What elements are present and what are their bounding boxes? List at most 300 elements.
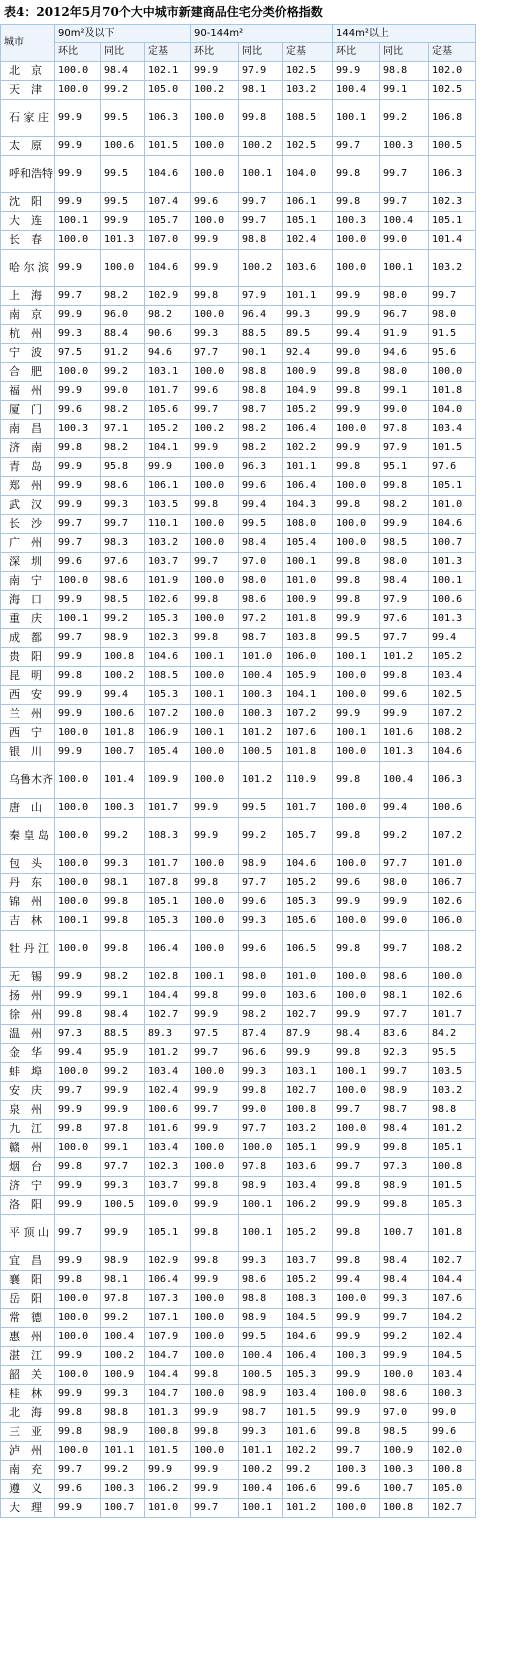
index-value-cell: 105.2 xyxy=(283,874,333,893)
index-value-cell: 106.2 xyxy=(283,1196,333,1215)
index-value-cell: 99.9 xyxy=(380,515,429,534)
index-value-cell: 104.0 xyxy=(429,401,476,420)
index-value-cell: 92.3 xyxy=(380,1044,429,1063)
index-value-cell: 100.6 xyxy=(101,137,145,156)
index-value-cell: 99.8 xyxy=(333,572,380,591)
index-value-cell: 101.3 xyxy=(429,553,476,572)
index-value-cell: 100.0 xyxy=(191,1063,239,1082)
index-value-cell: 98.6 xyxy=(239,1271,283,1290)
index-value-cell: 100.2 xyxy=(191,81,239,100)
index-value-cell: 99.8 xyxy=(55,1404,101,1423)
index-value-cell: 99.6 xyxy=(380,686,429,705)
city-cell: 唐 山 xyxy=(1,799,55,818)
index-value-cell: 99.9 xyxy=(101,1082,145,1101)
index-value-cell: 100.0 xyxy=(333,1385,380,1404)
index-value-cell: 99.6 xyxy=(191,382,239,401)
city-cell: 扬 州 xyxy=(1,987,55,1006)
city-cell: 岳 阳 xyxy=(1,1290,55,1309)
index-value-cell: 98.2 xyxy=(101,439,145,458)
index-value-cell: 99.2 xyxy=(101,818,145,855)
index-value-cell: 102.9 xyxy=(145,287,191,306)
city-cell: 武 汉 xyxy=(1,496,55,515)
index-value-cell: 100.9 xyxy=(283,591,333,610)
index-value-cell: 104.5 xyxy=(429,1347,476,1366)
index-value-cell: 99.9 xyxy=(333,893,380,912)
index-value-cell: 98.8 xyxy=(239,363,283,382)
index-value-cell: 99.8 xyxy=(191,287,239,306)
index-value-cell: 100.2 xyxy=(239,137,283,156)
city-cell: 遵 义 xyxy=(1,1480,55,1499)
index-value-cell: 99.9 xyxy=(55,1385,101,1404)
index-value-cell: 100.0 xyxy=(191,1309,239,1328)
index-value-cell: 97.5 xyxy=(55,344,101,363)
index-value-cell: 99.9 xyxy=(55,591,101,610)
index-value-cell: 100.3 xyxy=(333,1461,380,1480)
index-value-cell: 100.0 xyxy=(191,534,239,553)
index-value-cell: 98.8 xyxy=(380,62,429,81)
index-value-cell: 100.0 xyxy=(191,1158,239,1177)
index-value-cell: 107.2 xyxy=(429,818,476,855)
index-value-cell: 107.3 xyxy=(145,1290,191,1309)
city-cell: 上 海 xyxy=(1,287,55,306)
index-value-cell: 100.1 xyxy=(191,724,239,743)
index-value-cell: 100.0 xyxy=(55,1309,101,1328)
index-value-cell: 100.0 xyxy=(55,799,101,818)
index-value-cell: 100.9 xyxy=(283,363,333,382)
city-cell: 成 都 xyxy=(1,629,55,648)
index-value-cell: 98.0 xyxy=(380,287,429,306)
index-value-cell: 98.2 xyxy=(145,306,191,325)
index-value-cell: 100.0 xyxy=(333,912,380,931)
index-value-cell: 101.0 xyxy=(145,1499,191,1518)
index-value-cell: 106.9 xyxy=(145,724,191,743)
table-row xyxy=(1,439,476,458)
index-value-cell: 99.9 xyxy=(333,610,380,629)
header-yoy: 同比 xyxy=(239,43,283,62)
index-value-cell: 105.2 xyxy=(283,401,333,420)
index-value-cell: 99.5 xyxy=(239,1328,283,1347)
index-value-cell: 87.4 xyxy=(239,1025,283,1044)
index-value-cell: 101.2 xyxy=(239,762,283,799)
city-cell: 温 州 xyxy=(1,1025,55,1044)
index-value-cell: 89.5 xyxy=(283,325,333,344)
index-value-cell: 99.2 xyxy=(380,100,429,137)
city-cell: 乌鲁木齐 xyxy=(1,762,55,799)
index-value-cell: 100.7 xyxy=(380,1480,429,1499)
index-value-cell: 102.7 xyxy=(283,1082,333,1101)
index-value-cell: 99.8 xyxy=(333,496,380,515)
index-value-cell: 100.3 xyxy=(429,1385,476,1404)
index-value-cell: 99.6 xyxy=(239,931,283,968)
index-value-cell: 99.9 xyxy=(333,1196,380,1215)
index-value-cell: 98.4 xyxy=(380,1120,429,1139)
index-value-cell: 99.8 xyxy=(333,193,380,212)
table-row xyxy=(1,1044,476,1063)
index-value-cell: 100.0 xyxy=(191,1328,239,1347)
index-value-cell: 98.9 xyxy=(101,1423,145,1442)
table-row xyxy=(1,515,476,534)
index-value-cell: 98.9 xyxy=(101,629,145,648)
table-row xyxy=(1,1271,476,1290)
index-value-cell: 99.2 xyxy=(101,81,145,100)
index-value-cell: 100.5 xyxy=(239,743,283,762)
index-value-cell: 99.9 xyxy=(333,1309,380,1328)
index-value-cell: 98.7 xyxy=(239,629,283,648)
index-value-cell: 100.1 xyxy=(239,1196,283,1215)
index-value-cell: 100.0 xyxy=(333,855,380,874)
index-value-cell: 99.5 xyxy=(101,156,145,193)
index-value-cell: 105.1 xyxy=(145,1215,191,1252)
table-row xyxy=(1,1480,476,1499)
city-cell: 郑 州 xyxy=(1,477,55,496)
city-cell: 济 南 xyxy=(1,439,55,458)
header-group-large: 144m²以上 xyxy=(333,25,476,43)
table-row xyxy=(1,572,476,591)
index-value-cell: 98.6 xyxy=(380,1385,429,1404)
index-value-cell: 99.2 xyxy=(101,1309,145,1328)
index-value-cell: 101.4 xyxy=(101,762,145,799)
index-value-cell: 104.1 xyxy=(283,686,333,705)
index-value-cell: 98.9 xyxy=(239,1309,283,1328)
index-value-cell: 99.9 xyxy=(283,1044,333,1063)
index-value-cell: 98.0 xyxy=(239,572,283,591)
index-value-cell: 100.0 xyxy=(55,893,101,912)
index-value-cell: 101.7 xyxy=(145,855,191,874)
city-cell: 西 宁 xyxy=(1,724,55,743)
index-value-cell: 103.1 xyxy=(283,1063,333,1082)
index-value-cell: 91.2 xyxy=(101,344,145,363)
index-value-cell: 100.0 xyxy=(333,477,380,496)
header-row-subcols xyxy=(1,43,476,62)
city-cell: 平 顶 山 xyxy=(1,1215,55,1252)
index-value-cell: 100.1 xyxy=(333,724,380,743)
index-value-cell: 97.1 xyxy=(101,420,145,439)
city-cell: 金 华 xyxy=(1,1044,55,1063)
index-value-cell: 100.2 xyxy=(191,420,239,439)
index-value-cell: 103.2 xyxy=(145,534,191,553)
table-row xyxy=(1,156,476,193)
index-value-cell: 100.0 xyxy=(191,893,239,912)
index-value-cell: 100.0 xyxy=(55,231,101,250)
index-value-cell: 99.6 xyxy=(55,1480,101,1499)
index-value-cell: 100.7 xyxy=(380,1215,429,1252)
index-value-cell: 101.8 xyxy=(283,743,333,762)
table-row xyxy=(1,363,476,382)
index-value-cell: 99.6 xyxy=(333,874,380,893)
index-value-cell: 100.0 xyxy=(191,212,239,231)
index-value-cell: 99.7 xyxy=(239,193,283,212)
index-value-cell: 97.0 xyxy=(239,553,283,572)
index-value-cell: 97.9 xyxy=(239,62,283,81)
table-row xyxy=(1,496,476,515)
city-cell: 安 庆 xyxy=(1,1082,55,1101)
city-cell: 惠 州 xyxy=(1,1328,55,1347)
table-row xyxy=(1,743,476,762)
index-value-cell: 108.5 xyxy=(283,100,333,137)
index-value-cell: 95.6 xyxy=(429,344,476,363)
index-value-cell: 100.1 xyxy=(191,648,239,667)
index-value-cell: 99.7 xyxy=(55,1215,101,1252)
index-value-cell: 99.9 xyxy=(333,306,380,325)
index-value-cell: 99.8 xyxy=(191,1215,239,1252)
city-cell: 包 头 xyxy=(1,855,55,874)
index-value-cell: 100.5 xyxy=(239,1366,283,1385)
index-value-cell: 95.5 xyxy=(429,1044,476,1063)
table-row xyxy=(1,705,476,724)
index-value-cell: 99.5 xyxy=(101,193,145,212)
index-value-cell: 98.5 xyxy=(101,591,145,610)
index-value-cell: 99.9 xyxy=(55,156,101,193)
index-value-cell: 99.8 xyxy=(55,1120,101,1139)
index-value-cell: 99.9 xyxy=(191,1271,239,1290)
index-value-cell: 100.0 xyxy=(191,931,239,968)
index-value-cell: 100.8 xyxy=(429,1461,476,1480)
index-value-cell: 100.3 xyxy=(239,686,283,705)
index-value-cell: 103.5 xyxy=(145,496,191,515)
index-value-cell: 100.0 xyxy=(191,306,239,325)
index-value-cell: 101.2 xyxy=(283,1499,333,1518)
index-value-cell: 102.0 xyxy=(429,62,476,81)
city-cell: 银 川 xyxy=(1,743,55,762)
index-value-cell: 97.9 xyxy=(239,287,283,306)
index-value-cell: 100.5 xyxy=(429,137,476,156)
index-value-cell: 104.3 xyxy=(283,496,333,515)
index-value-cell: 83.6 xyxy=(380,1025,429,1044)
index-value-cell: 99.4 xyxy=(101,686,145,705)
index-value-cell: 110.1 xyxy=(145,515,191,534)
index-value-cell: 95.1 xyxy=(380,458,429,477)
table-row xyxy=(1,855,476,874)
index-value-cell: 99.3 xyxy=(191,325,239,344)
index-value-cell: 99.9 xyxy=(191,1006,239,1025)
index-value-cell: 98.2 xyxy=(380,496,429,515)
table-row xyxy=(1,344,476,363)
index-value-cell: 106.3 xyxy=(429,762,476,799)
index-value-cell: 99.8 xyxy=(191,1252,239,1271)
index-value-cell: 97.0 xyxy=(380,1404,429,1423)
index-value-cell: 98.8 xyxy=(101,1404,145,1423)
index-value-cell: 98.2 xyxy=(239,439,283,458)
index-value-cell: 107.2 xyxy=(283,705,333,724)
index-value-cell: 104.1 xyxy=(145,439,191,458)
index-value-cell: 99.4 xyxy=(333,325,380,344)
header-yoy: 同比 xyxy=(101,43,145,62)
index-value-cell: 100.0 xyxy=(333,231,380,250)
city-cell: 锦 州 xyxy=(1,893,55,912)
header-yoy: 同比 xyxy=(380,43,429,62)
index-value-cell: 103.7 xyxy=(145,1177,191,1196)
index-value-cell: 98.7 xyxy=(239,1404,283,1423)
city-cell: 青 岛 xyxy=(1,458,55,477)
table-row xyxy=(1,968,476,987)
index-value-cell: 101.7 xyxy=(145,382,191,401)
index-value-cell: 99.9 xyxy=(55,477,101,496)
index-value-cell: 100.0 xyxy=(55,363,101,382)
index-value-cell: 102.3 xyxy=(145,629,191,648)
index-value-cell: 110.9 xyxy=(283,762,333,799)
index-value-cell: 103.2 xyxy=(283,1120,333,1139)
index-value-cell: 104.6 xyxy=(429,743,476,762)
index-value-cell: 99.2 xyxy=(101,1063,145,1082)
index-value-cell: 105.3 xyxy=(145,686,191,705)
index-value-cell: 104.7 xyxy=(145,1385,191,1404)
index-value-cell: 100.0 xyxy=(191,572,239,591)
index-value-cell: 99.9 xyxy=(145,1461,191,1480)
index-value-cell: 99.8 xyxy=(380,1196,429,1215)
index-value-cell: 99.9 xyxy=(55,968,101,987)
index-value-cell: 100.0 xyxy=(191,762,239,799)
index-value-cell: 103.4 xyxy=(429,420,476,439)
index-value-cell: 99.8 xyxy=(333,458,380,477)
index-value-cell: 99.9 xyxy=(333,401,380,420)
index-value-cell: 95.9 xyxy=(101,1044,145,1063)
index-value-cell: 99.3 xyxy=(101,855,145,874)
index-value-cell: 100.4 xyxy=(239,667,283,686)
index-value-cell: 103.4 xyxy=(429,667,476,686)
city-cell: 天 津 xyxy=(1,81,55,100)
index-value-cell: 100.1 xyxy=(239,1499,283,1518)
index-value-cell: 99.9 xyxy=(333,287,380,306)
city-cell: 北 京 xyxy=(1,62,55,81)
table-row xyxy=(1,1366,476,1385)
index-value-cell: 100.6 xyxy=(429,591,476,610)
index-value-cell: 108.2 xyxy=(429,724,476,743)
index-value-cell: 99.8 xyxy=(333,762,380,799)
index-value-cell: 99.9 xyxy=(380,893,429,912)
table-row xyxy=(1,1025,476,1044)
table-row xyxy=(1,306,476,325)
city-cell: 大 连 xyxy=(1,212,55,231)
index-value-cell: 100.0 xyxy=(191,705,239,724)
table-row xyxy=(1,893,476,912)
table-row xyxy=(1,212,476,231)
city-cell: 泸 州 xyxy=(1,1442,55,1461)
table-row xyxy=(1,1215,476,1252)
city-cell: 太 原 xyxy=(1,137,55,156)
index-value-cell: 100.0 xyxy=(191,100,239,137)
index-value-cell: 101.8 xyxy=(283,610,333,629)
index-value-cell: 99.6 xyxy=(333,1480,380,1499)
index-value-cell: 99.9 xyxy=(55,686,101,705)
index-value-cell: 100.2 xyxy=(101,667,145,686)
index-value-cell: 97.8 xyxy=(101,1290,145,1309)
index-value-cell: 100.0 xyxy=(333,799,380,818)
index-value-cell: 99.9 xyxy=(191,439,239,458)
index-value-cell: 99.7 xyxy=(333,137,380,156)
index-value-cell: 105.1 xyxy=(283,1139,333,1158)
table-row xyxy=(1,553,476,572)
index-value-cell: 97.6 xyxy=(101,553,145,572)
index-value-cell: 106.4 xyxy=(283,420,333,439)
index-value-cell: 101.5 xyxy=(283,1404,333,1423)
index-value-cell: 101.0 xyxy=(429,496,476,515)
index-value-cell: 99.2 xyxy=(380,818,429,855)
index-value-cell: 99.9 xyxy=(101,212,145,231)
index-value-cell: 100.6 xyxy=(101,705,145,724)
index-value-cell: 100.3 xyxy=(55,420,101,439)
index-value-cell: 104.6 xyxy=(429,515,476,534)
index-value-cell: 100.3 xyxy=(380,137,429,156)
index-value-cell: 100.0 xyxy=(101,250,145,287)
index-value-cell: 101.2 xyxy=(239,724,283,743)
index-value-cell: 100.0 xyxy=(333,743,380,762)
index-value-cell: 99.9 xyxy=(191,1404,239,1423)
index-value-cell: 99.2 xyxy=(101,1461,145,1480)
index-value-cell: 99.9 xyxy=(101,1101,145,1120)
index-value-cell: 102.3 xyxy=(429,193,476,212)
index-value-cell: 100.8 xyxy=(101,648,145,667)
index-value-cell: 109.9 xyxy=(145,762,191,799)
index-value-cell: 99.9 xyxy=(55,250,101,287)
index-value-cell: 102.6 xyxy=(429,893,476,912)
index-value-cell: 101.2 xyxy=(145,1044,191,1063)
index-value-cell: 99.9 xyxy=(191,1082,239,1101)
index-value-cell: 99.8 xyxy=(55,1158,101,1177)
index-value-cell: 100.6 xyxy=(145,1101,191,1120)
index-value-cell: 99.7 xyxy=(191,553,239,572)
index-value-cell: 100.8 xyxy=(380,1499,429,1518)
table-row xyxy=(1,1158,476,1177)
index-value-cell: 99.7 xyxy=(191,1499,239,1518)
table-row xyxy=(1,401,476,420)
index-value-cell: 101.3 xyxy=(380,743,429,762)
index-value-cell: 105.3 xyxy=(145,610,191,629)
index-value-cell: 99.8 xyxy=(333,1177,380,1196)
index-value-cell: 99.9 xyxy=(101,1215,145,1252)
index-value-cell: 97.2 xyxy=(239,610,283,629)
index-value-cell: 99.5 xyxy=(101,100,145,137)
index-value-cell: 99.7 xyxy=(191,401,239,420)
index-value-cell: 99.8 xyxy=(191,1423,239,1442)
index-value-cell: 100.1 xyxy=(55,912,101,931)
index-value-cell: 101.7 xyxy=(429,1006,476,1025)
header-group-small: 90m²及以下 xyxy=(55,25,191,43)
index-value-cell: 104.2 xyxy=(429,1309,476,1328)
index-value-cell: 99.9 xyxy=(191,818,239,855)
table-row xyxy=(1,325,476,344)
city-cell: 吉 林 xyxy=(1,912,55,931)
index-value-cell: 100.1 xyxy=(239,156,283,193)
index-value-cell: 105.1 xyxy=(429,477,476,496)
index-value-cell: 100.2 xyxy=(239,1461,283,1480)
index-value-cell: 97.7 xyxy=(101,1158,145,1177)
city-cell: 福 州 xyxy=(1,382,55,401)
index-value-cell: 108.5 xyxy=(145,667,191,686)
table-row xyxy=(1,648,476,667)
index-value-cell: 99.3 xyxy=(101,496,145,515)
index-value-cell: 97.9 xyxy=(380,591,429,610)
city-cell: 宁 波 xyxy=(1,344,55,363)
index-value-cell: 100.0 xyxy=(239,1139,283,1158)
index-value-cell: 100.0 xyxy=(191,137,239,156)
index-value-cell: 104.4 xyxy=(145,1366,191,1385)
index-value-cell: 104.4 xyxy=(145,987,191,1006)
index-value-cell: 100.0 xyxy=(55,1328,101,1347)
index-value-cell: 99.8 xyxy=(191,496,239,515)
index-value-cell: 99.8 xyxy=(333,382,380,401)
table-row xyxy=(1,1196,476,1215)
table-row xyxy=(1,534,476,553)
table-row xyxy=(1,1328,476,1347)
index-value-cell: 99.9 xyxy=(191,231,239,250)
table-row xyxy=(1,987,476,1006)
index-value-cell: 100.0 xyxy=(191,515,239,534)
index-value-cell: 100.3 xyxy=(101,1480,145,1499)
index-value-cell: 105.1 xyxy=(145,893,191,912)
index-value-cell: 100.0 xyxy=(55,81,101,100)
city-cell: 南 京 xyxy=(1,306,55,325)
table-row xyxy=(1,931,476,968)
